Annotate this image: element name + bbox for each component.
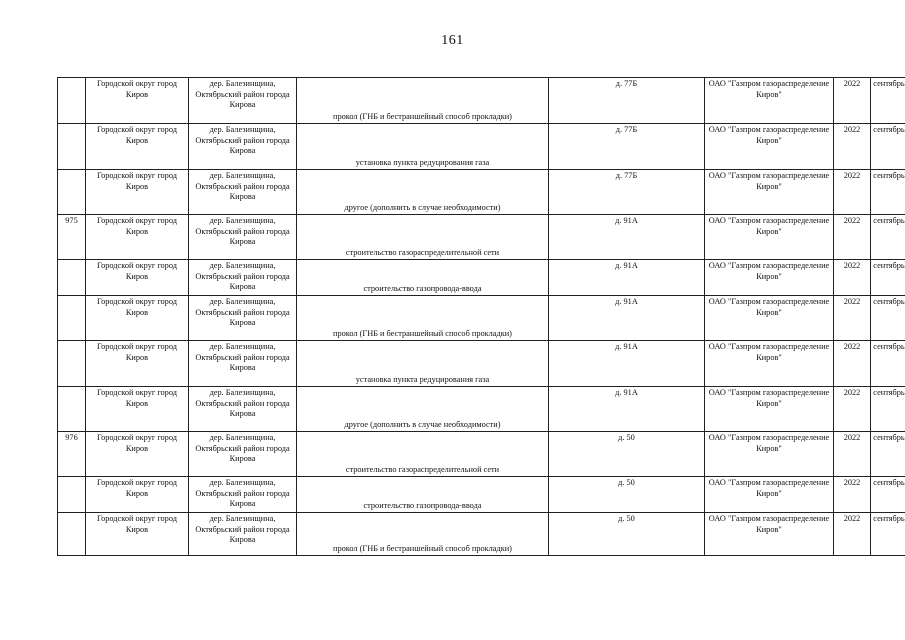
work-type-label: установка пункта редуцирования газа — [355, 157, 490, 167]
month-cell — [871, 341, 905, 387]
organization-cell — [705, 513, 834, 556]
house-cell — [549, 78, 705, 124]
house-cell — [549, 387, 705, 432]
year-cell — [834, 432, 871, 477]
locality-cell — [189, 477, 297, 513]
house-text: д. 91А — [615, 216, 638, 225]
year-text: 2022 — [843, 171, 861, 180]
organization-cell — [705, 432, 834, 477]
year-text: 2022 — [843, 79, 861, 88]
work-type-cell — [297, 170, 549, 215]
locality-text: дер. Балезинщина, Октябрьский район города Кирова — [195, 342, 290, 372]
municipality-cell — [86, 296, 189, 341]
municipality-text: Городской округ город Киров — [97, 79, 177, 99]
month-text: сентябрь — [873, 216, 905, 225]
house-text: д. 91А — [615, 388, 638, 397]
table-row — [58, 78, 905, 124]
year-text: 2022 — [843, 388, 861, 397]
month-cell — [871, 432, 905, 477]
month-text: сентябрь — [873, 478, 905, 487]
work-type-label: прокол (ГНБ и бестраншейный способ прокладки) — [333, 543, 512, 553]
month-text: сентябрь — [873, 297, 905, 306]
month-cell — [871, 260, 905, 296]
work-type-label: строительство газораспределительной сети — [345, 464, 500, 474]
row-number — [58, 296, 85, 297]
table-row — [58, 477, 905, 513]
year-cell — [834, 387, 871, 432]
municipality-cell — [86, 260, 189, 296]
house-cell — [549, 341, 705, 387]
row-number — [58, 215, 86, 260]
locality-cell — [189, 513, 297, 556]
organization-text: ОАО "Газпром газораспределение Киров" — [708, 261, 830, 281]
year-text: 2022 — [843, 478, 861, 487]
house-text: д. 50 — [618, 433, 635, 442]
row-number — [58, 260, 86, 296]
house-text: д. 91А — [615, 261, 638, 270]
organization-cell — [705, 260, 834, 296]
house-text: д. 77Б — [615, 171, 638, 180]
month-text: сентябрь — [873, 388, 905, 397]
house-cell — [549, 477, 705, 513]
organization-text: ОАО "Газпром газораспределение Киров" — [708, 216, 830, 236]
municipality-text: Городской округ город Киров — [97, 216, 177, 236]
organization-text: ОАО "Газпром газораспределение Киров" — [708, 514, 830, 534]
year-cell — [834, 513, 871, 556]
municipality-cell — [86, 170, 189, 215]
row-number — [58, 341, 86, 387]
organization-cell — [705, 477, 834, 513]
table-row — [58, 170, 905, 215]
table-row — [58, 513, 905, 556]
locality-text: дер. Балезинщина, Октябрьский район города Кирова — [195, 388, 290, 418]
work-type-label: другое (дополнить в случае необходимости) — [344, 419, 501, 429]
table-row — [58, 387, 905, 432]
row-number — [58, 387, 85, 388]
house-text: д. 77Б — [615, 125, 638, 134]
month-cell — [871, 477, 905, 513]
municipality-cell — [86, 78, 189, 124]
organization-text: ОАО "Газпром газораспределение Киров" — [708, 433, 830, 453]
house-text: д. 91А — [615, 342, 638, 351]
organization-cell — [705, 215, 834, 260]
locality-cell — [189, 341, 297, 387]
table-row — [58, 260, 905, 296]
locality-text: дер. Балезинщина, Октябрьский район города Кирова — [195, 125, 290, 155]
municipality-cell — [86, 341, 189, 387]
month-cell — [871, 170, 905, 215]
month-cell — [871, 78, 905, 124]
row-number — [58, 78, 86, 124]
municipality-cell — [86, 387, 189, 432]
row-number — [58, 78, 85, 79]
year-text: 2022 — [843, 514, 861, 523]
municipality-text: Городской округ город Киров — [97, 342, 177, 362]
month-text: сентябрь — [873, 125, 905, 134]
month-cell — [871, 387, 905, 432]
table-body — [58, 78, 905, 556]
month-text: сентябрь — [873, 342, 905, 351]
house-text: д. 50 — [618, 514, 635, 523]
works-table — [57, 77, 905, 556]
month-cell — [871, 296, 905, 341]
organization-cell — [705, 296, 834, 341]
organization-text: ОАО "Газпром газораспределение Киров" — [708, 125, 830, 145]
table-row — [58, 341, 905, 387]
table-row — [58, 296, 905, 341]
house-text: д. 91А — [615, 297, 638, 306]
row-number — [58, 477, 86, 513]
municipality-text: Городской округ город Киров — [97, 433, 177, 453]
row-number — [58, 477, 85, 478]
month-text: сентябрь — [873, 79, 905, 88]
house-cell — [549, 513, 705, 556]
municipality-text: Городской округ город Киров — [97, 514, 177, 534]
organization-text: ОАО "Газпром газораспределение Киров" — [708, 79, 830, 99]
year-cell — [834, 170, 871, 215]
row-number — [58, 296, 86, 341]
organization-cell — [705, 170, 834, 215]
organization-text: ОАО "Газпром газораспределение Киров" — [708, 478, 830, 498]
row-number — [58, 260, 85, 261]
organization-cell — [705, 124, 834, 170]
month-text: сентябрь — [873, 171, 905, 180]
work-type-label: установка пункта редуцирования газа — [355, 374, 490, 384]
row-number — [58, 432, 86, 477]
locality-cell — [189, 78, 297, 124]
house-text: д. 50 — [618, 478, 635, 487]
organization-text: ОАО "Газпром газораспределение Киров" — [708, 171, 830, 191]
locality-cell — [189, 215, 297, 260]
work-type-cell — [297, 513, 549, 556]
organization-text: ОАО "Газпром газораспределение Киров" — [708, 297, 830, 317]
year-text: 2022 — [843, 216, 861, 225]
organization-cell — [705, 387, 834, 432]
organization-cell — [705, 341, 834, 387]
row-number — [58, 513, 86, 556]
house-cell — [549, 124, 705, 170]
work-type-label: прокол (ГНБ и бестраншейный способ прокладки) — [333, 111, 512, 121]
municipality-cell — [86, 432, 189, 477]
organization-cell — [705, 78, 834, 124]
row-number — [58, 124, 85, 125]
municipality-cell — [86, 477, 189, 513]
organization-text: ОАО "Газпром газораспределение Киров" — [708, 388, 830, 408]
work-type-cell — [297, 432, 549, 477]
row-number — [58, 513, 85, 514]
table-row — [58, 215, 905, 260]
work-type-label: строительство газораспределительной сети — [345, 247, 500, 257]
work-type-cell — [297, 341, 549, 387]
municipality-cell — [86, 215, 189, 260]
month-cell — [871, 513, 905, 556]
row-number — [58, 170, 86, 215]
year-cell — [834, 260, 871, 296]
work-type-cell — [297, 78, 549, 124]
year-cell — [834, 477, 871, 513]
year-text: 2022 — [843, 297, 861, 306]
work-type-cell — [297, 387, 549, 432]
municipality-cell — [86, 124, 189, 170]
year-cell — [834, 296, 871, 341]
locality-cell — [189, 296, 297, 341]
table-row — [58, 432, 905, 477]
locality-text: дер. Балезинщина, Октябрьский район города Кирова — [195, 171, 290, 201]
year-cell — [834, 341, 871, 387]
row-number — [58, 387, 86, 432]
month-cell — [871, 215, 905, 260]
locality-text: дер. Балезинщина, Октябрьский район города Кирова — [195, 478, 290, 508]
house-cell — [549, 296, 705, 341]
house-cell — [549, 215, 705, 260]
page-number: 161 — [441, 33, 464, 48]
month-text: сентябрь — [873, 433, 905, 442]
year-cell — [834, 215, 871, 260]
municipality-text: Городской округ город Киров — [97, 297, 177, 317]
municipality-cell — [86, 513, 189, 556]
locality-text: дер. Балезинщина, Октябрьский район города Кирова — [195, 261, 290, 291]
work-type-label: строительство газопровода-ввода — [363, 283, 482, 293]
locality-cell — [189, 260, 297, 296]
work-type-label: строительство газопровода-ввода — [363, 500, 482, 510]
row-number — [58, 170, 85, 171]
locality-text: дер. Балезинщина, Октябрьский район города Кирова — [195, 297, 290, 327]
work-type-cell — [297, 124, 549, 170]
table-row — [58, 124, 905, 170]
year-text: 2022 — [843, 433, 861, 442]
municipality-text: Городской округ город Киров — [97, 388, 177, 408]
row-number — [58, 341, 85, 342]
municipality-text: Городской округ город Киров — [97, 125, 177, 145]
municipality-text: Городской округ город Киров — [97, 261, 177, 281]
house-cell — [549, 260, 705, 296]
work-type-cell — [297, 260, 549, 296]
month-text: сентябрь — [873, 261, 905, 270]
row-number: 975 — [65, 216, 78, 225]
year-text: 2022 — [843, 125, 861, 134]
locality-text: дер. Балезинщина, Октябрьский район города Кирова — [195, 216, 290, 246]
locality-text: дер. Балезинщина, Октябрьский район города Кирова — [195, 79, 290, 109]
month-cell — [871, 124, 905, 170]
locality-text: дер. Балезинщина, Октябрьский район города Кирова — [195, 433, 290, 463]
work-type-label: прокол (ГНБ и бестраншейный способ прокладки) — [333, 328, 512, 338]
month-text: сентябрь — [873, 514, 905, 523]
house-cell — [549, 170, 705, 215]
work-type-cell — [297, 296, 549, 341]
locality-cell — [189, 170, 297, 215]
locality-cell — [189, 124, 297, 170]
year-cell — [834, 78, 871, 124]
year-cell — [834, 124, 871, 170]
house-cell — [549, 432, 705, 477]
municipality-text: Городской округ город Киров — [97, 478, 177, 498]
row-number — [58, 124, 86, 170]
organization-text: ОАО "Газпром газораспределение Киров" — [708, 342, 830, 362]
locality-cell — [189, 432, 297, 477]
work-type-cell — [297, 215, 549, 260]
locality-cell — [189, 387, 297, 432]
work-type-cell — [297, 477, 549, 513]
row-number: 976 — [65, 433, 78, 442]
year-text: 2022 — [843, 342, 861, 351]
work-type-label: другое (дополнить в случае необходимости) — [344, 202, 501, 212]
year-text: 2022 — [843, 261, 861, 270]
house-text: д. 77Б — [615, 79, 638, 88]
municipality-text: Городской округ город Киров — [97, 171, 177, 191]
locality-text: дер. Балезинщина, Октябрьский район города Кирова — [195, 514, 290, 544]
